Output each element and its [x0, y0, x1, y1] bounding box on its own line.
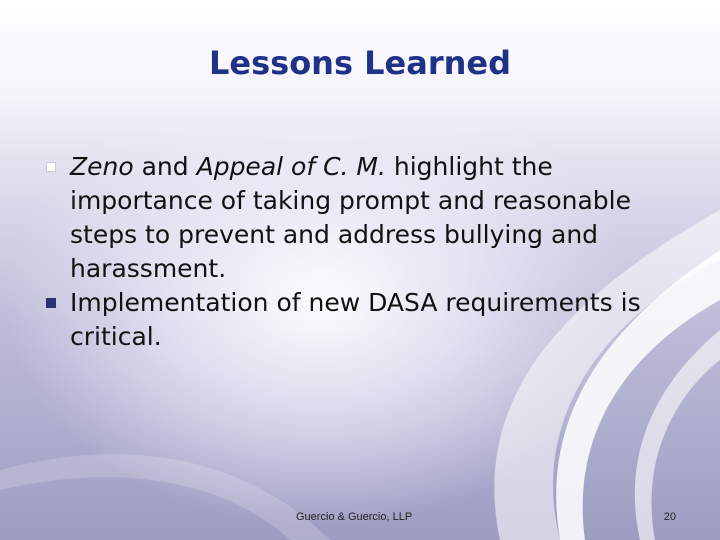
bullet-item — [46, 286, 686, 354]
page-number: 20 — [663, 511, 676, 523]
footer-firm-name: Guercio & Guercio, LLP — [296, 511, 413, 523]
square-bullet-icon — [46, 298, 56, 308]
bullet-list — [46, 150, 686, 354]
bullet-text: Implementation of new DASA requirements is critical. — [70, 288, 641, 351]
bullet-text: Zeno and Appeal of C. M. highlight the importance of taking prompt and reasonable steps to prevent and address bullying and harassment. — [70, 152, 631, 283]
square-bullet-icon — [46, 162, 56, 172]
bullet-item — [46, 150, 686, 286]
slide-title: Lessons Learned — [209, 44, 511, 82]
